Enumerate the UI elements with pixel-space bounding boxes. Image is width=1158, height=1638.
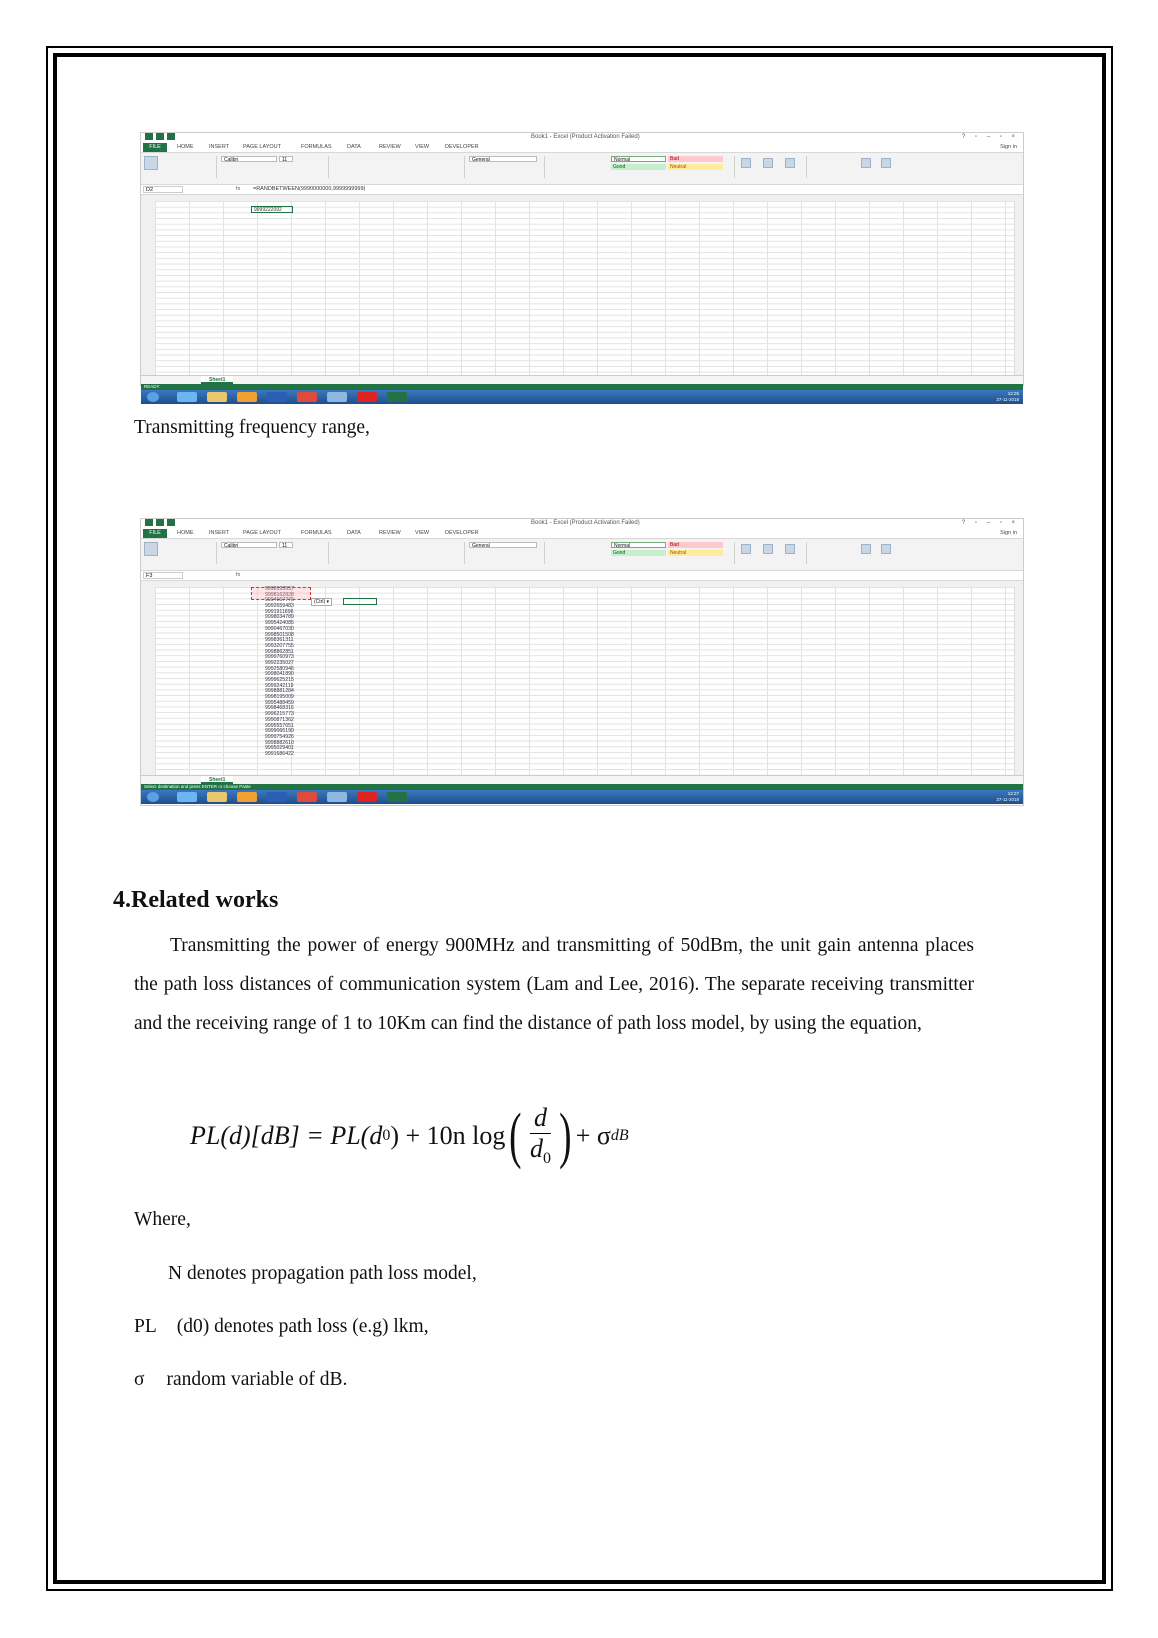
ie-icon[interactable] [177,392,197,402]
formula-bar [141,185,1023,195]
font-size-select[interactable]: 11 [279,156,293,162]
cell-value[interactable]: 9998162828 [265,591,294,598]
definition-sigma [134,1360,347,1399]
cell-value[interactable]: 9994667776 [265,597,294,604]
delete-cells-icon[interactable] [763,544,773,554]
font-size-select[interactable]: 11 [279,542,293,548]
cell-value[interactable]: 9990871362 [265,716,294,723]
window-title: Book1 - Excel (Product Activation Failed) [531,134,640,140]
style-good[interactable]: Good [611,164,666,170]
definition-sigma-symbol: σ [134,1369,145,1390]
cell-value[interactable]: 9996215773 [265,711,294,718]
vertical-scrollbar[interactable] [1014,201,1023,375]
cell-value[interactable]: 9993207755 [265,642,294,649]
style-neutral[interactable]: Neutral [668,164,723,170]
cell-value[interactable]: 9995488459 [265,699,294,706]
chrome-icon[interactable] [297,392,317,402]
tab-home[interactable]: HOME [177,144,194,150]
sort-filter-icon[interactable] [861,544,871,554]
cell-value[interactable]: 9999754926 [265,733,294,740]
tab-insert[interactable]: INSERT [209,144,230,150]
cell-value[interactable]: 9998862851 [265,648,294,655]
cell-value[interactable]: 9998881284 [265,688,294,695]
style-neutral[interactable]: Neutral [668,550,723,556]
excel-icon[interactable] [387,792,407,802]
taskbar [141,390,1023,404]
excel-icon[interactable] [387,392,407,402]
tab-page-layout[interactable]: PAGE LAYOUT [243,144,282,150]
cell-value[interactable]: 9995424085 [265,620,294,627]
opera-icon[interactable] [357,792,377,802]
tab-file[interactable]: FILE [143,529,167,538]
formula-bar [141,571,1023,581]
opera-icon[interactable] [357,392,377,402]
explorer-icon[interactable] [207,392,227,402]
tab-formulas[interactable]: FORMULAS [301,530,332,536]
quick-access-toolbar [145,519,205,528]
tab-developer[interactable]: DEVELOPER [445,530,479,536]
clock: 12:25 27-11-2018 [996,391,1019,402]
start-icon[interactable] [147,392,159,402]
tab-data[interactable]: DATA [347,144,361,150]
find-select-icon[interactable] [881,544,891,554]
section-heading: 4.Related works [113,887,279,913]
quick-access-toolbar [145,133,205,142]
cell-value[interactable]: 9998034789 [265,614,294,621]
tab-formulas[interactable]: FORMULAS [301,144,332,150]
ribbon [141,152,1023,185]
ribbon-tabs [141,529,1023,538]
formula-input[interactable]: =RANDBETWEEN(9990000000,9999999999) [253,186,366,192]
name-box[interactable]: F3 [143,572,183,579]
tab-view[interactable]: VIEW [415,144,430,150]
sort-filter-icon[interactable] [861,158,871,168]
font-name-select[interactable]: Calibri [221,156,277,162]
window-controls[interactable]: ? ▫ – ▫ × [961,134,1019,140]
explorer-icon[interactable] [207,792,227,802]
tab-review[interactable]: REVIEW [379,530,401,536]
cell-value[interactable]: 9998041890 [265,671,294,678]
cell-value[interactable]: 9992659483 [265,603,294,610]
row-headers [141,581,155,775]
excel-screenshot-2 [140,518,1024,806]
sign-in-link[interactable]: Sign in [1000,144,1017,150]
sheet-tab[interactable]: Sheet1 [201,776,233,784]
sheet-tab[interactable]: Sheet1 [201,376,233,384]
excel-screenshot-1 [140,132,1024,402]
tab-insert[interactable]: INSERT [209,530,230,536]
paragraph-related-works: Transmitting the power of energy 900MHz and transmitting of 50dBm, the unit gain antenna places the path loss distances of communication system (Lam and Lee, 2016). The separate receiving transmitter and the receiving range of 1 to 10Km can find the distance of path loss model, by using the equation, [134,935,974,1034]
cell-value[interactable]: 9998361311 [265,637,294,644]
name-box[interactable]: D2 [143,186,183,193]
word-icon[interactable] [267,392,287,402]
row-headers [141,195,155,375]
style-bad[interactable]: Bad [668,542,723,548]
title-bar [141,519,1023,529]
number-format-select[interactable]: General [469,542,537,548]
title-bar [141,133,1023,143]
word-icon[interactable] [267,792,287,802]
cell-value[interactable]: 9999760973 [265,654,294,661]
media-icon[interactable] [237,392,257,402]
app-icon[interactable] [327,792,347,802]
definition-pl [134,1307,429,1346]
format-cells-icon[interactable] [785,158,795,168]
app-icon[interactable] [327,392,347,402]
ribbon [141,538,1023,571]
insert-cells-icon[interactable] [741,158,751,168]
vertical-scrollbar[interactable] [1014,587,1023,775]
caption-frequency: Transmitting frequency range, [134,417,370,438]
window-title: Book1 - Excel (Product Activation Failed) [531,520,640,526]
paste-options-tag[interactable]: (Ctrl) ▾ [311,598,332,606]
font-name-select[interactable]: Calibri [221,542,277,548]
copy-marquee [251,587,311,600]
cell-value[interactable]: 9999625215 [265,677,294,683]
style-good[interactable]: Good [611,550,666,556]
selected-cell[interactable] [343,598,377,605]
cell-value[interactable]: 9999066190 [265,728,294,735]
tab-file[interactable]: FILE [143,143,167,152]
definition-n: N denotes propagation path loss model, [168,1263,477,1284]
clock: 12:27 27-11-2018 [996,791,1019,802]
format-cells-icon[interactable] [785,544,795,554]
where-label: Where, [134,1209,191,1230]
tab-review[interactable]: REVIEW [379,144,401,150]
fx-icon: fx [236,572,241,578]
definition-pl-text: (d0) denotes path loss (e.g) lkm, [176,1316,429,1337]
cell-value[interactable]: 9992235027 [265,659,294,666]
cell-value[interactable]: 9998468316 [265,705,294,712]
number-format-select[interactable]: General [469,156,537,162]
tab-home[interactable]: HOME [177,530,194,536]
tab-view[interactable]: VIEW [415,530,430,536]
paste-icon[interactable] [144,156,158,170]
cell-value[interactable]: 9995029401 [265,745,294,752]
chrome-icon[interactable] [297,792,317,802]
start-icon[interactable] [147,792,159,802]
value-column [265,587,294,758]
cell-value[interactable]: 9991911896 [265,608,294,615]
window-controls[interactable]: ? ▫ – ▫ × [961,520,1019,526]
worksheet-grid[interactable] [141,195,1023,375]
cell-value[interactable]: 9998882610 [265,739,294,746]
sheet-tab-bar [141,775,1023,784]
cell-value[interactable]: 9998195009 [265,694,294,701]
worksheet-grid[interactable] [141,581,1023,775]
tab-page-layout[interactable]: PAGE LAYOUT [243,530,282,536]
column-headers [141,195,1023,201]
tab-developer[interactable]: DEVELOPER [445,144,479,150]
status-bar: READY [141,384,1023,390]
style-normal[interactable]: Normal [611,542,666,548]
status-bar: Select destination and press ENTER or choose Paste [141,784,1023,790]
path-loss-equation: PL(d)[dB] = PL(d 0 ) + 10n log ( $\frac{d}{d_0}$ ) + σ dB [190,1101,629,1170]
selected-cell[interactable]: 9999222092 [251,206,293,213]
cell-value[interactable]: 9998193557 [265,586,294,592]
cell-value[interactable]: 9998501508 [265,631,294,638]
ribbon-tabs [141,143,1023,152]
cell-value[interactable]: 9995557651 [265,722,294,729]
paste-icon[interactable] [144,542,158,556]
delete-cells-icon[interactable] [763,158,773,168]
cell-value[interactable]: 9990467030 [265,625,294,632]
tab-data[interactable]: DATA [347,530,361,536]
cell-value[interactable]: 9992580946 [265,665,294,672]
sheet-tab-bar [141,375,1023,384]
fx-icon: fx [236,186,241,192]
find-select-icon[interactable] [881,158,891,168]
definition-pl-symbol: PL [134,1316,157,1337]
ie-icon[interactable] [177,792,197,802]
media-icon[interactable] [237,792,257,802]
sign-in-link[interactable]: Sign in [1000,530,1017,536]
insert-cells-icon[interactable] [741,544,751,554]
style-bad[interactable]: Bad [668,156,723,162]
definition-sigma-text: random variable of dB. [166,1369,348,1390]
cell-value[interactable]: 9999242119 [265,682,294,689]
style-normal[interactable]: Normal [611,156,666,162]
cell-value[interactable]: 9991686422 [265,750,294,757]
taskbar [141,790,1023,804]
